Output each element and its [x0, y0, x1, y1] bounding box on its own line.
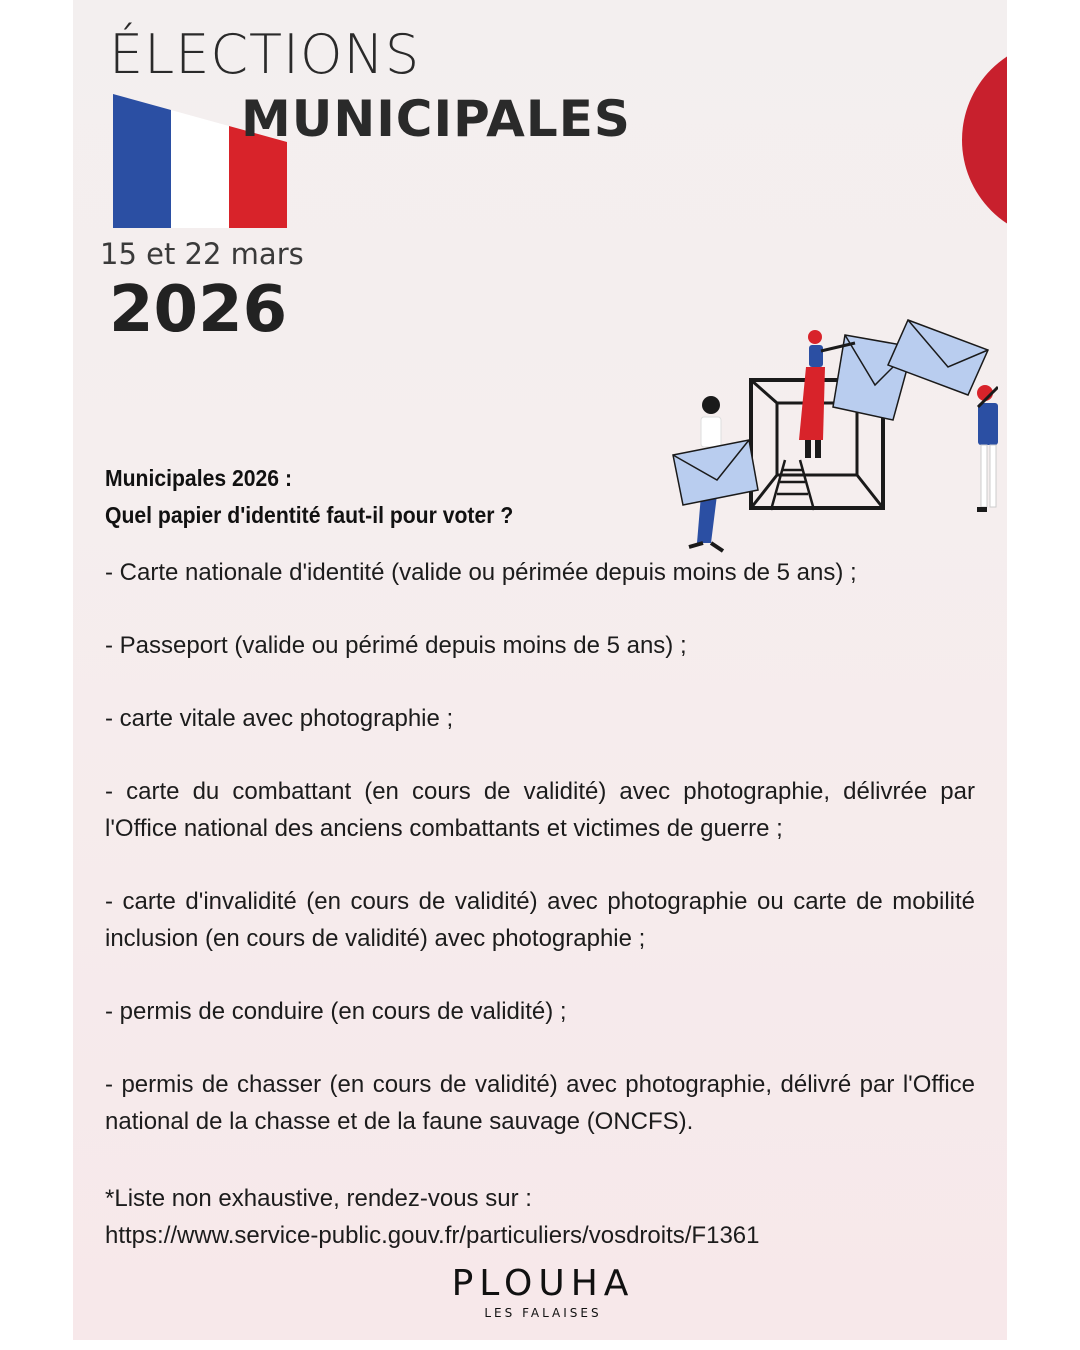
list-item: - permis de chasser (en cours de validité) avec photographie, délivré par l'Office national de la chasse et de la faune sauvage (ONCFS). [105, 1071, 975, 1135]
footnote-text: *Liste non exhaustive, rendez-vous sur : [105, 1185, 532, 1212]
red-circle-decoration [962, 40, 1007, 240]
title-municipales: MUNICIPALES [241, 90, 631, 148]
envelope-icon [673, 440, 758, 505]
list-item: - carte d'invalidité (en cours de validité) avec photographie ou carte de mobilité inclusion (en cours de validité) avec photographie ; [105, 888, 975, 952]
ballot-box-illustration [593, 315, 998, 560]
list-item: - carte du combattant (en cours de validité) avec photographie, délivrée par l'Office national des anciens combattants et victimes de guerre ; [105, 778, 975, 842]
list-item: - permis de conduire (en cours de validité) ; [105, 998, 567, 1025]
service-public-link[interactable]: https://www.service-public.gouv.fr/particuliers/vosdroits/F1361 [105, 1222, 760, 1249]
logo-sub-text: LES FALAISES [484, 1306, 602, 1320]
question-line-1: Municipales 2026 : [105, 465, 292, 491]
poster-card [73, 0, 1007, 1340]
question-heading [105, 460, 513, 534]
plouha-logo [373, 1263, 713, 1320]
list-item: - carte vitale avec photographie ; [105, 705, 454, 732]
question-line-2: Quel papier d'identité faut-il pour voter ? [105, 502, 514, 528]
footnote [105, 1180, 759, 1254]
list-item: - Passeport (valide ou périmé depuis moins de 5 ans) ; [105, 632, 687, 659]
election-year: 2026 [109, 273, 288, 347]
person-right-icon [977, 385, 998, 512]
title-elections: ÉLECTIONS [109, 23, 421, 86]
logo-main-text: PLOUHA [451, 1263, 635, 1304]
list-item: - Carte nationale d'identité (valide ou périmée depuis moins de 5 ans) ; [105, 559, 857, 586]
election-dates: 15 et 22 mars [100, 237, 304, 271]
id-documents-list [105, 554, 975, 1176]
